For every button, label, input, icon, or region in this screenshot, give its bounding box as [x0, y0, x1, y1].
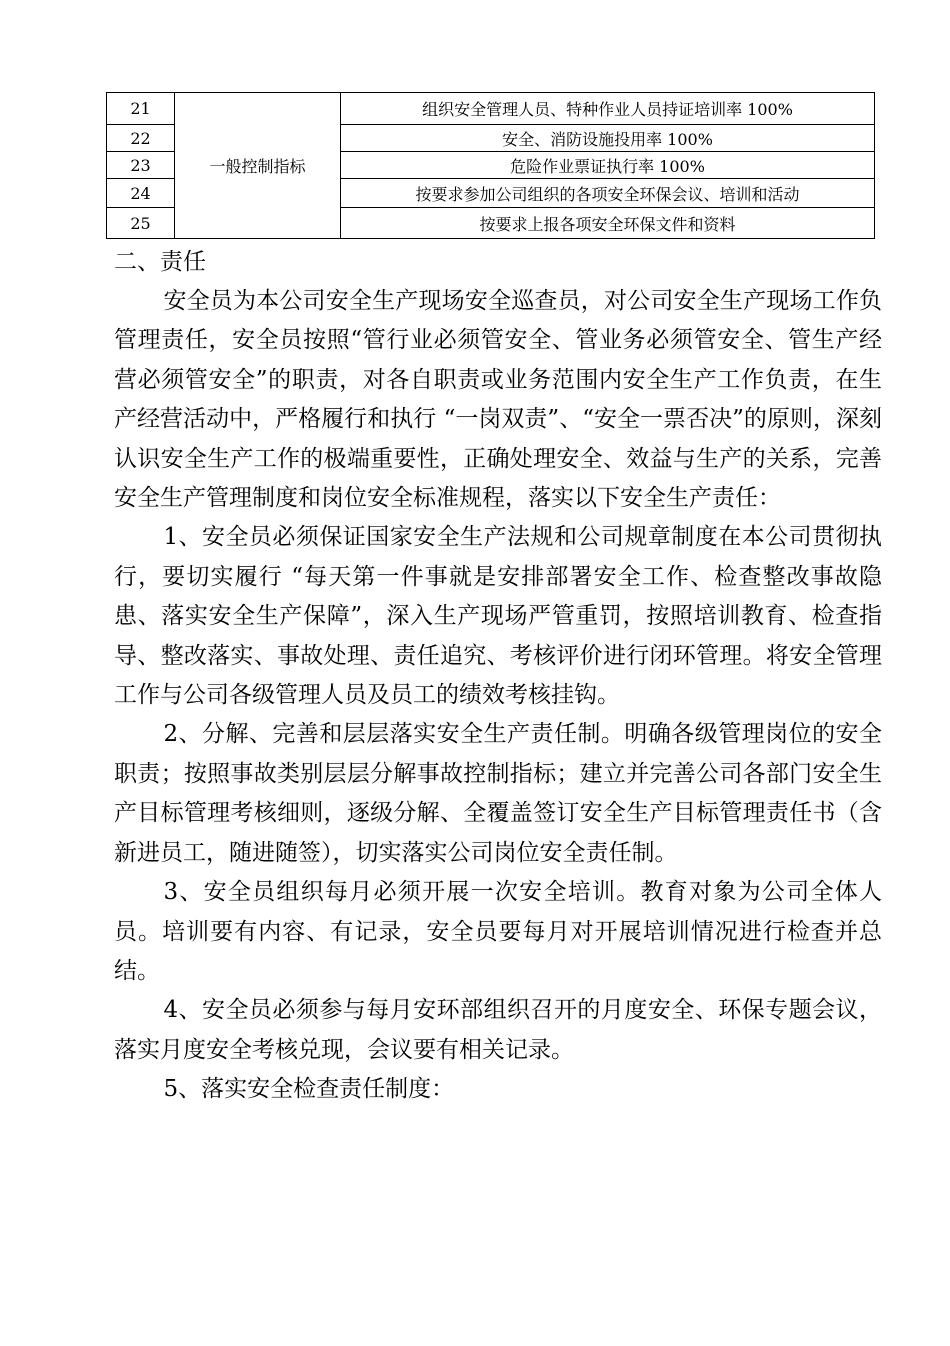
control-indicator-table [106, 92, 875, 239]
table-row [107, 93, 875, 125]
clause-paragraph-3: 3、安全员组织每月必须开展一次安全培训。教育对象为公司全体人员。培训要有内容、有记录，安全员要每月对开展培训情况进行检查并总结。 [114, 879, 882, 984]
intro-paragraph: 安全员为本公司安全生产现场安全巡查员，对公司安全生产现场工作负管理责任，安全员按照“管行业必须管安全、管业务必须管安全、管生产经营必须管安全”的职责，对各自职责或业务范围内安全生产工作负责，在生产经营活动中，严格履行和执行 “一岗双责”、“安全一票否决”的原则，深刻认识安全生产工作的极端重要性，正确处理安全、效益与生产的关系，完善安全生产管理制度和岗位安全标准规程，落实以下安全生产责任： [114, 288, 882, 512]
row-number: 21 [107, 93, 175, 125]
clause-paragraph-5: 5、落实安全检查责任制度： [163, 1076, 455, 1103]
indicator-item: 组织安全管理人员、特种作业人员持证培训率 100% [341, 93, 875, 125]
indicator-item: 危险作业票证执行率 100% [341, 152, 875, 179]
category-cell: 一般控制指标 [175, 93, 341, 239]
indicator-item: 安全、消防设施投用率 100% [341, 125, 875, 152]
row-number: 22 [107, 125, 175, 152]
clause-paragraph-2: 2、分解、完善和层层落实安全生产责任制。明确各级管理岗位的安全职责；按照事故类别层层分解事故控制指标；建立并完善公司各部门安全生产目标管理考核细则，逐级分解、全覆盖签订安全生产目标管理责任书（含新进员工，随进随签），切实落实公司岗位安全责任制。 [114, 721, 882, 866]
row-number: 23 [107, 152, 175, 179]
row-number: 25 [107, 208, 175, 239]
indicator-item: 按要求上报各项安全环保文件和资料 [341, 208, 875, 239]
clause-paragraph-1: 1、安全员必须保证国家安全生产法规和公司规章制度在本公司贯彻执行，要切实履行 “每天第一件事就是安排部署安全工作、检查整改事故隐患、落实安全生产保障”，深入生产现场严管重罚，按照培训教育、检查指导、整改落实、事故处理、责任追究、考核评价进行闭环管理。将安全管理工作与公司各级管理人员及员工的绩效考核挂钩。 [114, 524, 882, 709]
row-number: 24 [107, 179, 175, 208]
indicator-item: 按要求参加公司组织的各项安全环保会议、培训和活动 [341, 179, 875, 208]
responsibility-body [114, 282, 882, 1110]
section-heading: 二、责任 [114, 249, 206, 275]
clause-paragraph-4: 4、安全员必须参与每月安环部组织召开的月度安全、环保专题会议，落实月度安全考核兑现，会议要有相关记录。 [114, 997, 882, 1063]
